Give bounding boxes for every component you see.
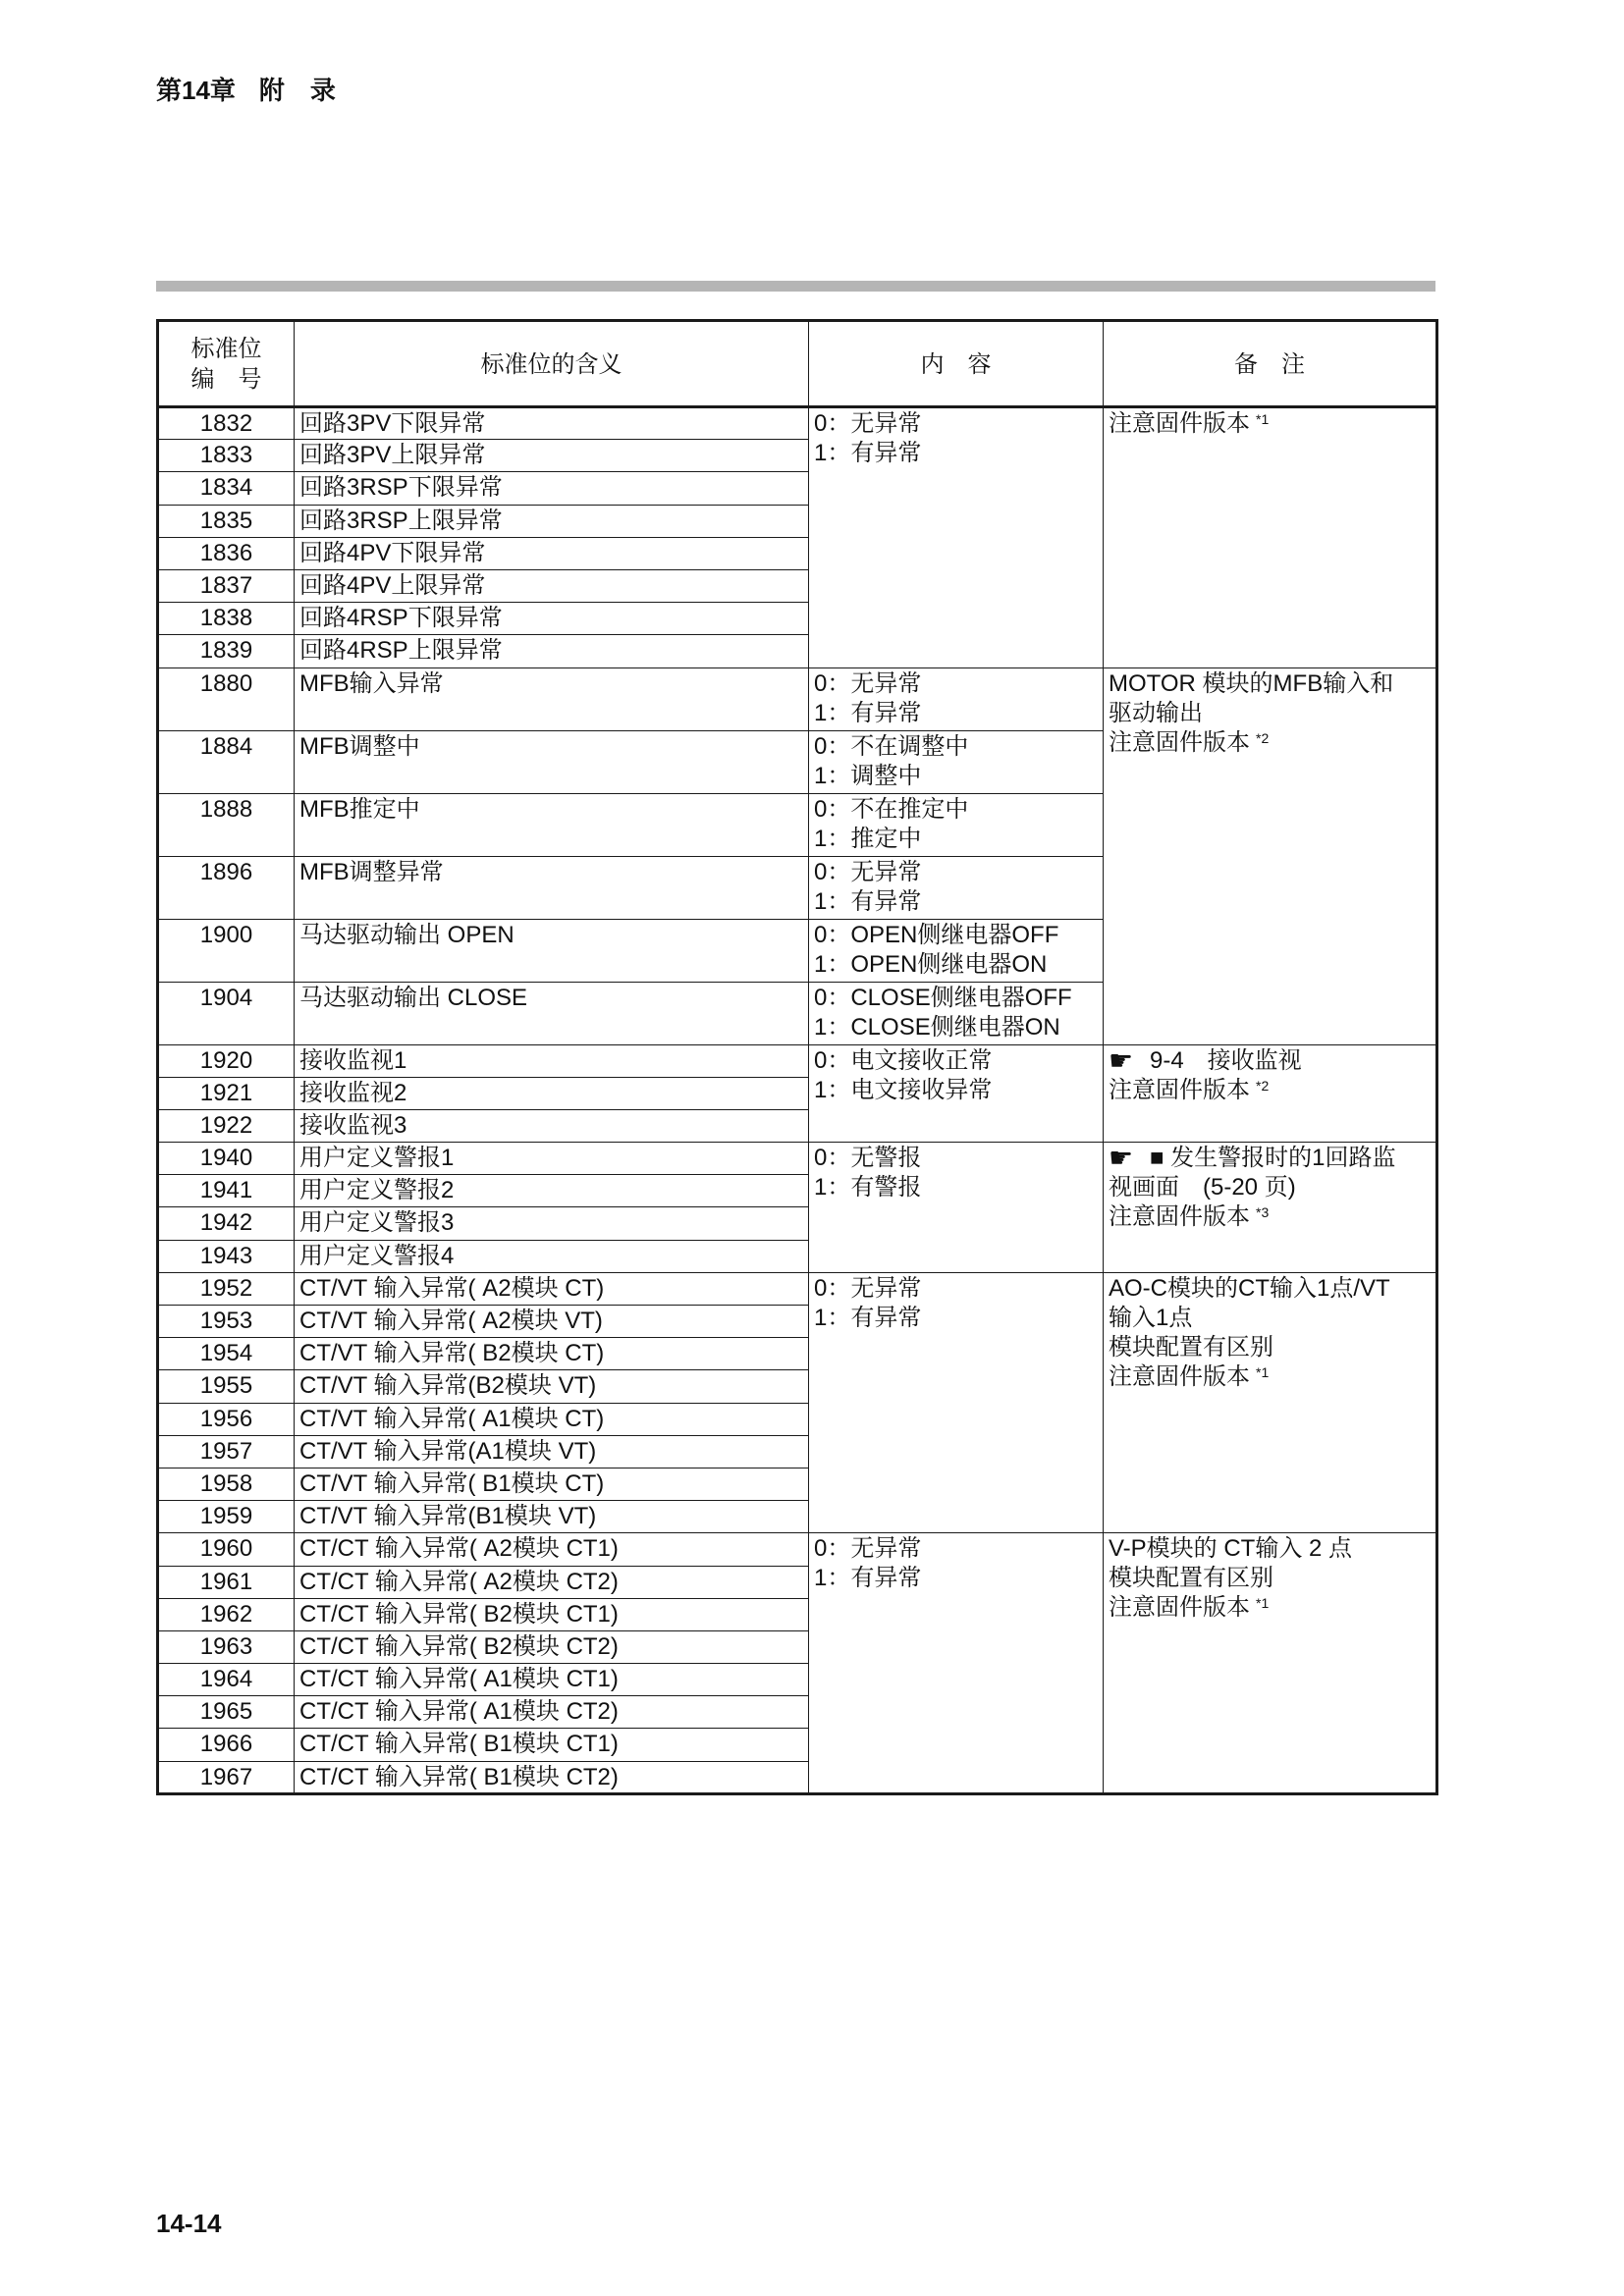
- table-row: [158, 667, 1437, 730]
- firmware-note: [1109, 1593, 1431, 1623]
- bit-number-cell: 1964: [158, 1664, 295, 1696]
- bit-meaning-cell: CT/CT 输入异常( B2模块 CT2): [295, 1630, 809, 1663]
- table-row: [158, 1272, 1437, 1305]
- remark-cell: [1104, 1272, 1437, 1533]
- table-row: [158, 1044, 1437, 1077]
- bit-number-cell: 1941: [158, 1175, 295, 1207]
- bit-meaning-cell: 用户定义警报3: [295, 1207, 809, 1240]
- remark-text: 9-4 接收监视: [1150, 1046, 1302, 1074]
- content-line: 0：无异常: [814, 669, 922, 697]
- chapter-title: 附 录: [258, 76, 336, 105]
- bit-number-cell: 1920: [158, 1044, 295, 1077]
- remark-cell: [1104, 667, 1437, 1044]
- table-row: [158, 407, 1437, 440]
- content-line: 1：OPEN侧继电器ON: [814, 950, 1048, 978]
- bit-meaning-cell: CT/CT 输入异常( B1模块 CT1): [295, 1729, 809, 1761]
- content-line: 1：CLOSE侧继电器ON: [814, 1013, 1060, 1041]
- bit-meaning-cell: 用户定义警报4: [295, 1240, 809, 1272]
- bit-meaning-cell: CT/VT 输入异常( A1模块 CT): [295, 1403, 809, 1435]
- bit-content-cell: [809, 1272, 1104, 1533]
- column-header-number: [158, 321, 295, 407]
- bit-number-cell: 1922: [158, 1109, 295, 1142]
- remark-line: [1109, 1144, 1431, 1173]
- bit-content-cell: [809, 667, 1104, 730]
- bit-meaning-cell: 回路3RSP上限异常: [295, 505, 809, 537]
- pointing-hand-icon: [1109, 1145, 1146, 1172]
- content-line: 0：无异常: [814, 410, 922, 437]
- content-line: 0：无警报: [814, 1145, 922, 1172]
- bit-meaning-cell: CT/CT 输入异常( A2模块 CT2): [295, 1566, 809, 1598]
- bit-content-cell: [809, 919, 1104, 982]
- bit-meaning-cell: CT/CT 输入异常( A2模块 CT1): [295, 1533, 809, 1566]
- remark-line: [1109, 1274, 1431, 1304]
- remark-line: [1109, 1046, 1431, 1076]
- bit-number-cell: 1940: [158, 1143, 295, 1175]
- bit-meaning-cell: 回路4RSP下限异常: [295, 603, 809, 635]
- bit-content-cell: [809, 730, 1104, 793]
- bit-number-cell: 1834: [158, 472, 295, 505]
- chapter-number: 第14章: [156, 76, 236, 105]
- bit-meaning-cell: CT/VT 输入异常( A2模块 CT): [295, 1272, 809, 1305]
- remark-text: 模块配置有区别: [1109, 1565, 1273, 1592]
- remark-line: [1109, 1304, 1431, 1333]
- bit-meaning-cell: 接收监视2: [295, 1077, 809, 1109]
- remark-line: [1109, 699, 1431, 728]
- content-line: 0：无异常: [814, 858, 922, 885]
- content-line: 1：有异常: [814, 440, 922, 466]
- content-line: 1：推定中: [814, 825, 922, 852]
- firmware-note-text: 注意固件版本: [1109, 410, 1250, 437]
- bit-meaning-cell: 回路3PV上限异常: [295, 440, 809, 472]
- firmware-note-text: 注意固件版本: [1109, 1594, 1250, 1622]
- section-divider-bar: [156, 281, 1435, 292]
- bit-number-cell: 1888: [158, 793, 295, 856]
- remark-line: [1109, 1333, 1431, 1362]
- bit-content-cell: [809, 856, 1104, 919]
- bit-number-cell: 1833: [158, 440, 295, 472]
- bit-number-cell: 1880: [158, 667, 295, 730]
- bit-number-cell: 1942: [158, 1207, 295, 1240]
- bit-meaning-cell: 接收监视3: [295, 1109, 809, 1142]
- remark-text: ■ 发生警报时的1回路监: [1150, 1145, 1396, 1172]
- content-line: 1：电文接收异常: [814, 1076, 993, 1103]
- bit-number-cell: 1839: [158, 635, 295, 667]
- bit-number-cell: 1957: [158, 1435, 295, 1468]
- table-header-row: [158, 321, 1437, 407]
- content-line: 1：有异常: [814, 699, 922, 726]
- remark-line: [1109, 669, 1431, 699]
- content-line: 1：有异常: [814, 1304, 922, 1331]
- remark-text: V-P模块的 CT输入 2 点: [1109, 1535, 1353, 1563]
- bit-number-cell: 1835: [158, 505, 295, 537]
- bit-number-cell: 1963: [158, 1630, 295, 1663]
- firmware-note: [1109, 409, 1431, 439]
- bit-number-cell: 1962: [158, 1598, 295, 1630]
- bit-number-cell: 1943: [158, 1240, 295, 1272]
- remark-line: [1109, 1173, 1431, 1202]
- remark-line: [1109, 1564, 1431, 1593]
- bit-meaning-cell: 接收监视1: [295, 1044, 809, 1077]
- content-line: 1：调整中: [814, 762, 922, 789]
- bit-meaning-cell: 回路4PV下限异常: [295, 537, 809, 569]
- bit-number-cell: 1884: [158, 730, 295, 793]
- remark-text: AO-C模块的CT输入1点/VT: [1109, 1274, 1390, 1302]
- content-line: 0：电文接收正常: [814, 1046, 993, 1074]
- bit-number-cell: 1955: [158, 1370, 295, 1403]
- bit-meaning-cell: 用户定义警报1: [295, 1143, 809, 1175]
- bit-meaning-cell: 马达驱动输出 CLOSE: [295, 982, 809, 1044]
- content-line: 1：有异常: [814, 887, 922, 915]
- bit-content-cell: [809, 982, 1104, 1044]
- bit-number-cell: 1832: [158, 407, 295, 440]
- remark-text: 输入1点: [1109, 1304, 1193, 1331]
- bit-number-cell: 1954: [158, 1338, 295, 1370]
- firmware-note: [1109, 728, 1431, 758]
- bit-number-cell: 1966: [158, 1729, 295, 1761]
- bit-content-cell: [809, 1044, 1104, 1143]
- footnote-ref: *1: [1256, 1363, 1270, 1380]
- footnote-ref: *2: [1256, 729, 1270, 746]
- bit-content-cell: [809, 793, 1104, 856]
- bit-meaning-cell: 回路4RSP上限异常: [295, 635, 809, 667]
- bit-number-cell: 1956: [158, 1403, 295, 1435]
- footnote-ref: *1: [1256, 411, 1270, 427]
- bit-meaning-cell: 用户定义警报2: [295, 1175, 809, 1207]
- bit-content-cell: [809, 1143, 1104, 1273]
- bit-number-cell: 1967: [158, 1761, 295, 1793]
- column-header-remark: 备 注: [1104, 321, 1437, 407]
- bit-number-cell: 1900: [158, 919, 295, 982]
- bit-number-cell: 1904: [158, 982, 295, 1044]
- bit-meaning-cell: CT/VT 输入异常(A1模块 VT): [295, 1435, 809, 1468]
- bit-meaning-cell: MFB调整中: [295, 730, 809, 793]
- content-line: 0：无异常: [814, 1535, 922, 1563]
- bit-meaning-cell: CT/VT 输入异常( B1模块 CT): [295, 1468, 809, 1500]
- bit-content-cell: [809, 1533, 1104, 1794]
- bit-meaning-cell: MFB输入异常: [295, 667, 809, 730]
- bit-content-cell: [809, 407, 1104, 668]
- column-header-content: 内 容: [809, 321, 1104, 407]
- bit-number-cell: 1838: [158, 603, 295, 635]
- column-header-number-line: 编 号: [190, 366, 262, 393]
- bit-meaning-cell: CT/CT 输入异常( B1模块 CT2): [295, 1761, 809, 1793]
- bit-meaning-cell: MFB推定中: [295, 793, 809, 856]
- bit-number-cell: 1958: [158, 1468, 295, 1500]
- firmware-note: [1109, 1362, 1431, 1392]
- bit-meaning-cell: CT/VT 输入异常( A2模块 VT): [295, 1306, 809, 1338]
- table-row: [158, 1143, 1437, 1175]
- table-row: [158, 1533, 1437, 1566]
- table-header: [158, 321, 1437, 407]
- firmware-note-text: 注意固件版本: [1109, 1203, 1250, 1231]
- content-line: 0：不在推定中: [814, 795, 969, 823]
- remark-cell: [1104, 407, 1437, 668]
- content-line: 0：OPEN侧继电器OFF: [814, 921, 1059, 948]
- bit-number-cell: 1960: [158, 1533, 295, 1566]
- column-header-meaning: 标准位的含义: [295, 321, 809, 407]
- remark-cell: [1104, 1143, 1437, 1273]
- bit-number-cell: 1896: [158, 856, 295, 919]
- remark-text: MOTOR 模块的MFB输入和: [1109, 669, 1394, 697]
- bit-meaning-cell: CT/CT 输入异常( B2模块 CT1): [295, 1598, 809, 1630]
- firmware-note-text: 注意固件版本: [1109, 1362, 1250, 1390]
- bit-number-cell: 1961: [158, 1566, 295, 1598]
- bit-number-cell: 1965: [158, 1696, 295, 1729]
- remark-text: 视画面 (5-20 页): [1109, 1174, 1296, 1201]
- bit-meaning-cell: 马达驱动输出 OPEN: [295, 919, 809, 982]
- firmware-note: [1109, 1202, 1431, 1232]
- bit-meaning-cell: CT/VT 输入异常(B2模块 VT): [295, 1370, 809, 1403]
- bit-meaning-cell: CT/CT 输入异常( A1模块 CT2): [295, 1696, 809, 1729]
- remark-cell: [1104, 1044, 1437, 1143]
- bit-number-cell: 1836: [158, 537, 295, 569]
- pointing-hand-icon: [1109, 1047, 1146, 1075]
- bit-meaning-cell: CT/VT 输入异常(B1模块 VT): [295, 1501, 809, 1533]
- footnote-ref: *1: [1256, 1595, 1270, 1612]
- firmware-note-text: 注意固件版本: [1109, 728, 1250, 756]
- bit-meaning-cell: CT/VT 输入异常( B2模块 CT): [295, 1338, 809, 1370]
- footnote-ref: *3: [1256, 1204, 1270, 1221]
- content-line: 0：CLOSE侧继电器OFF: [814, 984, 1072, 1011]
- bit-meaning-cell: 回路3RSP下限异常: [295, 472, 809, 505]
- page-number: 14-14: [156, 2209, 222, 2238]
- bit-number-cell: 1952: [158, 1272, 295, 1305]
- remark-text: 驱动输出: [1109, 699, 1203, 726]
- bit-number-cell: 1837: [158, 569, 295, 602]
- bit-meaning-cell: CT/CT 输入异常( A1模块 CT1): [295, 1664, 809, 1696]
- bit-meaning-cell: 回路3PV下限异常: [295, 407, 809, 440]
- chapter-header: [156, 75, 336, 106]
- content-line: 1：有异常: [814, 1565, 922, 1592]
- bit-meaning-cell: 回路4PV上限异常: [295, 569, 809, 602]
- footnote-ref: *2: [1256, 1077, 1270, 1094]
- bit-number-cell: 1959: [158, 1501, 295, 1533]
- standard-bit-table: [156, 319, 1438, 1795]
- content-line: 0：无异常: [814, 1274, 922, 1302]
- firmware-note-text: 注意固件版本: [1109, 1076, 1250, 1103]
- content-line: 1：有警报: [814, 1174, 922, 1201]
- firmware-note: [1109, 1076, 1431, 1105]
- remark-line: [1109, 1534, 1431, 1564]
- remark-text: 模块配置有区别: [1109, 1333, 1273, 1361]
- bit-meaning-cell: MFB调整异常: [295, 856, 809, 919]
- remark-cell: [1104, 1533, 1437, 1794]
- table-body: [158, 407, 1437, 1794]
- bit-number-cell: 1953: [158, 1306, 295, 1338]
- column-header-number-line: 标准位: [190, 336, 262, 362]
- content-line: 0：不在调整中: [814, 732, 969, 760]
- bit-number-cell: 1921: [158, 1077, 295, 1109]
